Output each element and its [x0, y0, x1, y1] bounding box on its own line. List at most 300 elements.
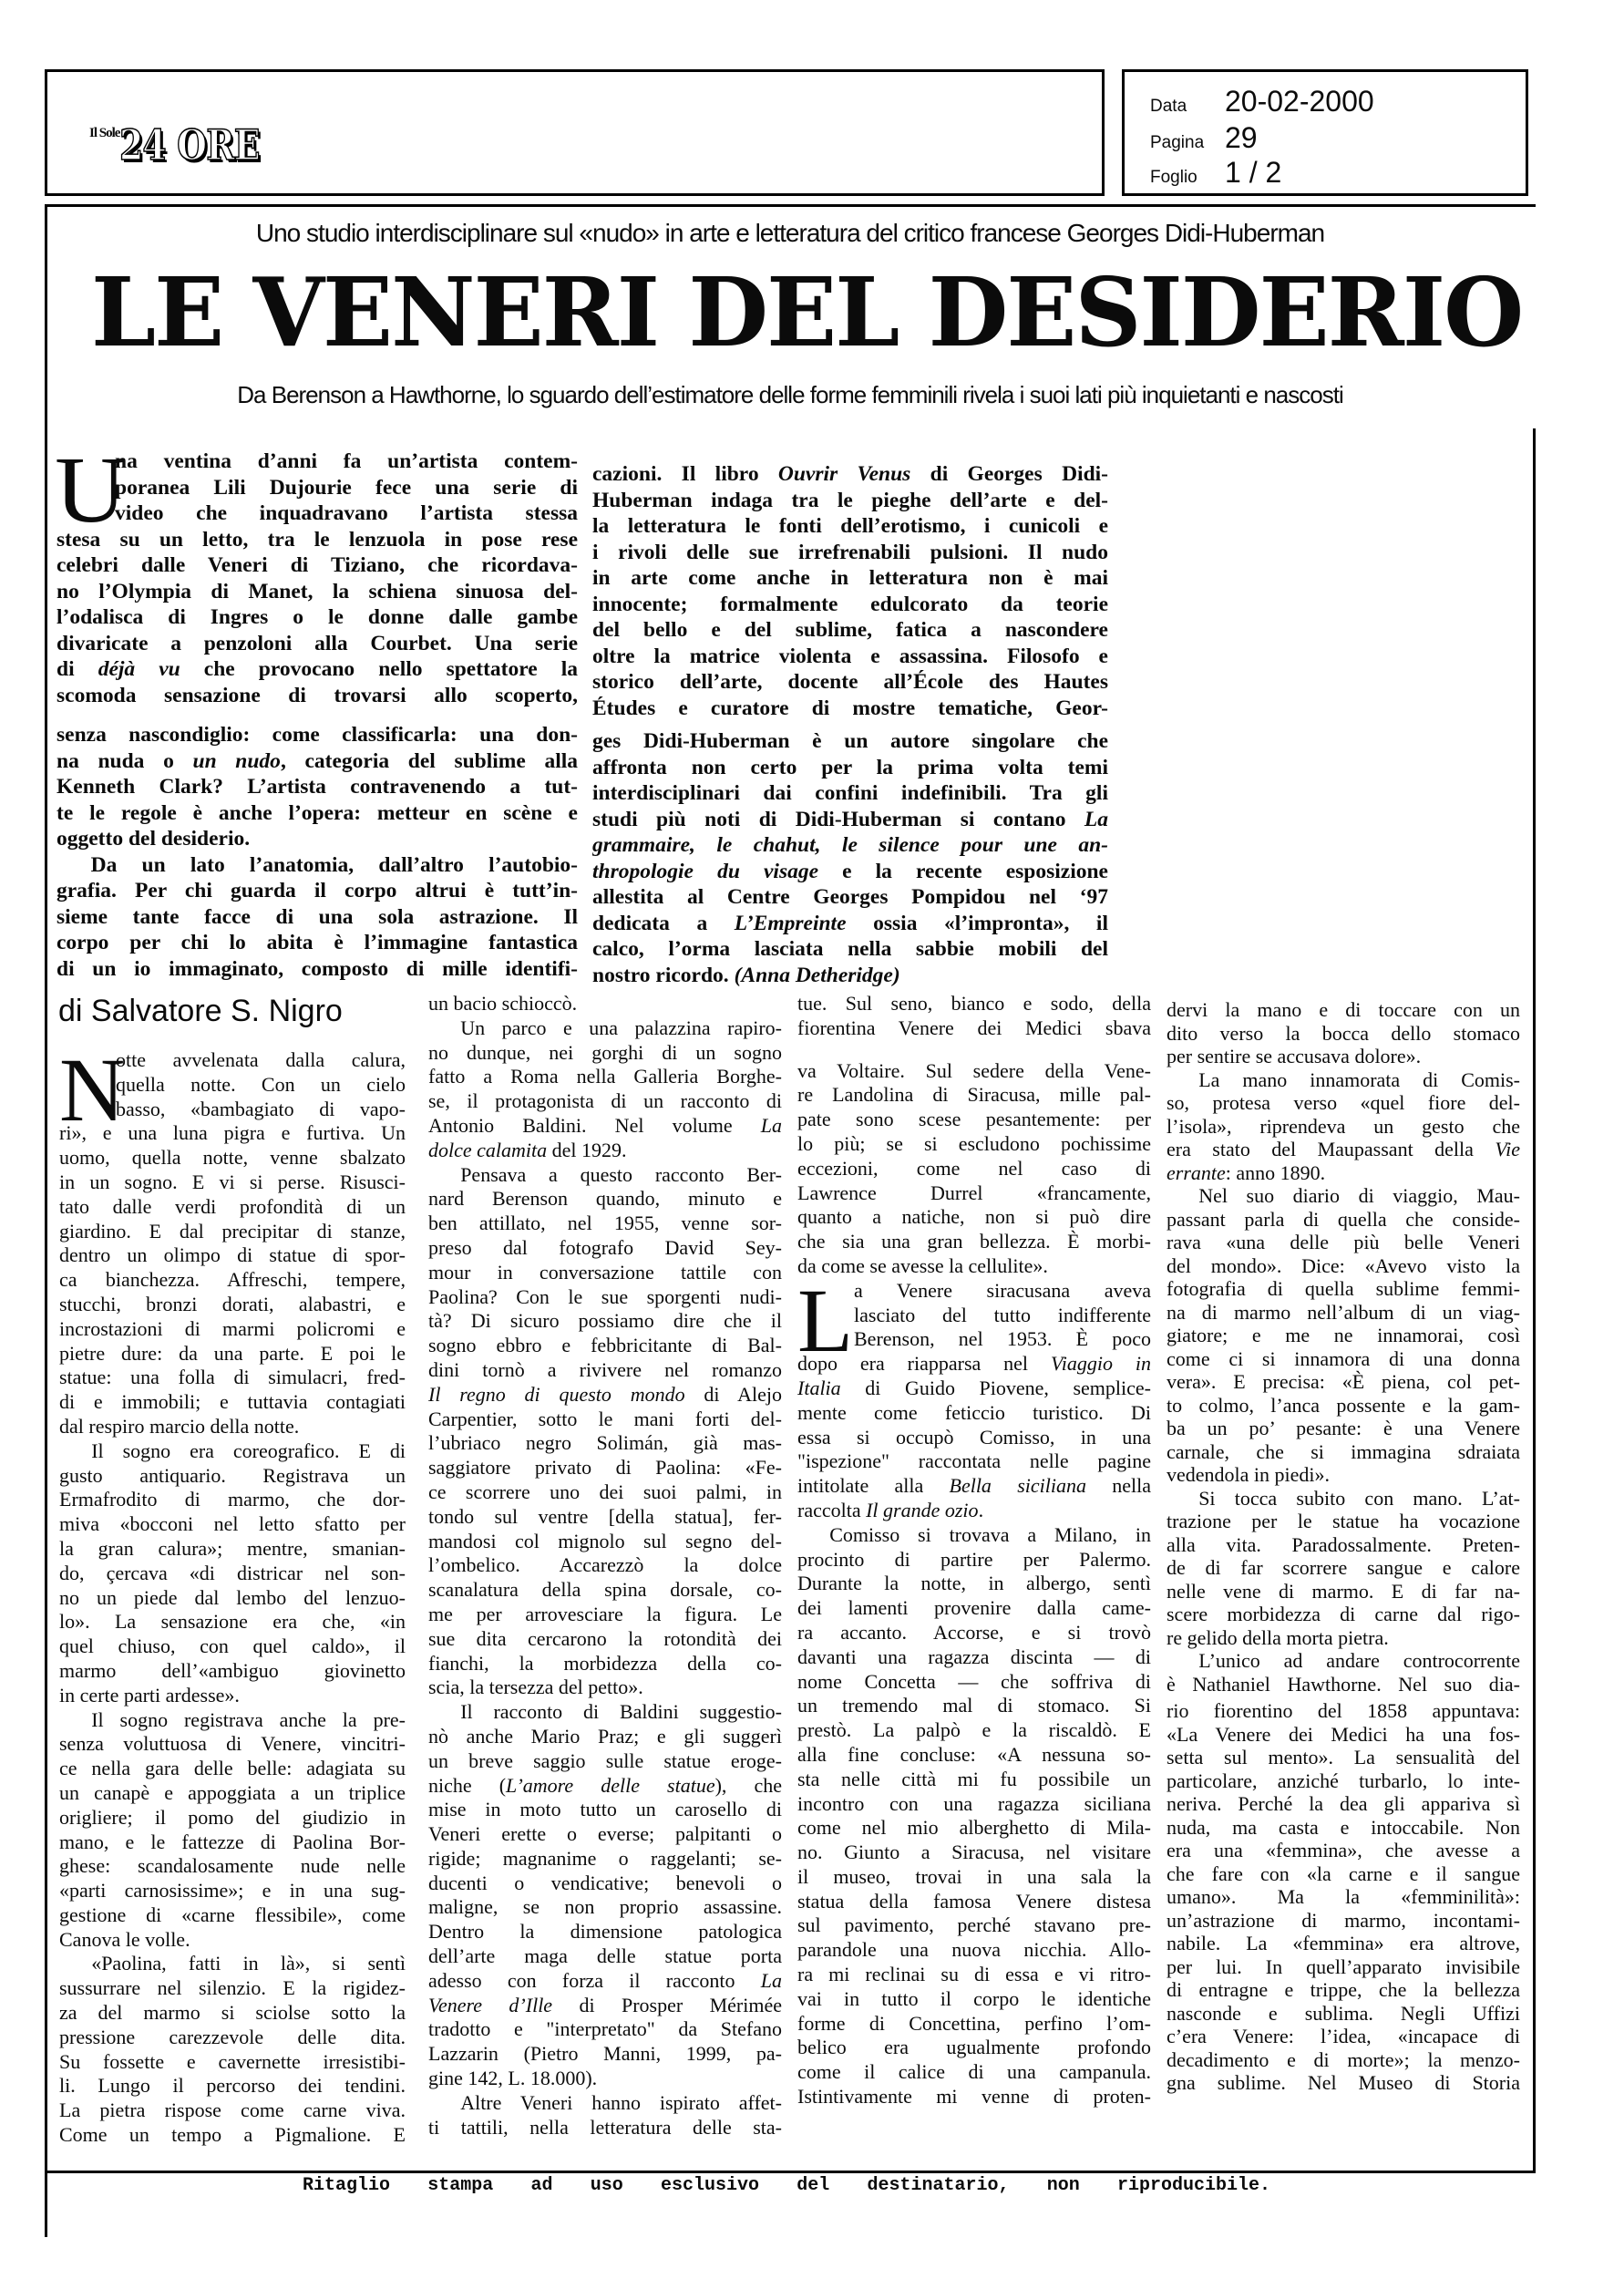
text-run: niche ( [428, 1773, 507, 1797]
text-line: Il racconto di Baldini suggestio- [460, 1700, 782, 1724]
text-line: na ventina d’anni fa un’artista contem- [115, 449, 578, 473]
text-run: ), che [714, 1773, 782, 1797]
text-line: innocente; formalmente edulcorato da teorie [592, 592, 1108, 616]
text-line: Lazzarin (Pietro Manni, 1999, pa- [428, 2042, 782, 2066]
text-line: basso, «bambagiato di vapo- [116, 1097, 406, 1120]
text-line: un tremendo mal di stomaco. Si [797, 1694, 1151, 1717]
text-run: , categoria del sublime alla [280, 748, 578, 773]
text-run: e la recente esposizione [818, 859, 1108, 883]
text-line: no l’Olympia di Manet, la schiena sinuosa del- [57, 579, 578, 603]
text-line: sussurrare nel silenzio. E la rigidez- [59, 1976, 406, 2000]
text-line: tue. Sul seno, bianco e sodo, della [797, 992, 1151, 1015]
text-line: per lui. In quell’apparato invisibile [1167, 1954, 1520, 1978]
text-run: adesso con forza il racconto [428, 1968, 761, 1992]
text-line: un bacio schioccò. [428, 992, 578, 1015]
italic-title: La [760, 1113, 782, 1137]
text-line [797, 1499, 1151, 1523]
text-run: nella [1085, 1474, 1151, 1498]
paragraph [55, 438, 578, 708]
text-line: mano, e le fattezze di Paolina Bor- [59, 1830, 406, 1853]
text-line: gine 142, L. 18.000). [428, 2067, 598, 2090]
column-segment [1167, 998, 1520, 1696]
text-line: alla fine concluse: «A nessuna so- [797, 1742, 1151, 1766]
text-line: umano». Ma la «femminilità»: [1167, 1885, 1520, 1908]
text-line: ducenti o vendicative; benevoli o [428, 1871, 782, 1894]
text-line: interdisciplinari dai confini indefinibili. Tra gli [592, 781, 1108, 805]
text-run: cazioni. Il libro [592, 462, 778, 486]
italic-title: Il grande ozio [866, 1498, 979, 1521]
paragraph [797, 1269, 1151, 1523]
text-line: quanto a natiche, non si può dire [797, 1205, 1151, 1229]
text-line: eccezioni, come nel caso di [797, 1156, 1151, 1180]
italic-title: L’amore delle statue [506, 1773, 715, 1797]
paragraph [57, 852, 578, 983]
lead-column-left [55, 438, 578, 982]
text-line: Lawrence Durrel «francamente, [797, 1181, 1151, 1204]
text-line [428, 1774, 782, 1799]
text-line: Nel suo diario di viaggio, Mau- [1198, 1184, 1520, 1207]
text-line: La mano innamorata di Comis- [1198, 1067, 1520, 1091]
text-run: che provocano nello spettatore la [180, 657, 578, 681]
text-line: fatto a Roma nella Galleria Borghe- [428, 1065, 782, 1088]
text-line: Come un tempo a Pigmalione. E [59, 2123, 406, 2147]
text-line: che fare con «la carne e il sangue [1167, 1861, 1520, 1885]
text-line: decadimento e di morte»; la menzo- [1167, 2047, 1520, 2071]
text-line [797, 1377, 1151, 1401]
text-line: scia, la tersezza del petto». [428, 1676, 643, 1699]
text-line: come ci si innamora di una donna [1167, 1346, 1520, 1370]
text-line: ri», e una luna pigra e furtiva. Un [59, 1121, 406, 1145]
text-line: nasconde e sublima. Negli Uffizi [1167, 2001, 1520, 2025]
text-line: nard Berenson quando, minuto e [428, 1187, 782, 1211]
text-line: dell’arte maga delle statue porta [428, 1944, 782, 1968]
column-segment [592, 728, 1108, 988]
text-line: saggiatore privato di Paolina: «Fe- [428, 1456, 782, 1480]
text-line: statue: una folla di simulacri, fred- [59, 1366, 406, 1389]
body-column-2 [428, 992, 782, 2140]
italic-title: dolce calamita [428, 1138, 548, 1161]
text-line: "ispezione" raccontata nelle pagine [797, 1449, 1151, 1473]
text-run: di [57, 657, 98, 681]
text-line: re Landolina di Siracusa, mille pal- [797, 1083, 1151, 1107]
frame-left-rule [45, 204, 47, 2237]
text-line: in un sogno. E vi si perse. Risusci- [59, 1170, 406, 1193]
meta-value: 29 [1225, 121, 1258, 154]
text-line: pietre dure: da una parte. E poi le [59, 1341, 406, 1365]
text-line: «La Venere dei Medici ha una fos- [1167, 1722, 1520, 1746]
text-line: gestione di «carne flessibile», come [59, 1903, 406, 1926]
newspaper-logo [89, 120, 291, 170]
text-line: dini tornò a rivivere nel romanzo [428, 1357, 782, 1381]
text-line: dentro un olimpo di statue di spor- [59, 1243, 406, 1267]
text-line: Kenneth Clark? L’artista contravenendo a tut- [57, 775, 578, 799]
paragraph [428, 1016, 782, 1163]
text-line: do, çercava «di districar nel son- [59, 1561, 406, 1584]
text-line: pressione carezzevole delle dita. [59, 2025, 406, 2048]
text-line: è Nathaniel Hawthorne. Nel suo dia- [1167, 1672, 1520, 1696]
text-line [592, 911, 1108, 937]
text-line: Ermafrodito di marmo, che dor- [59, 1488, 406, 1511]
text-line: Berenson, nel 1953. È poco [854, 1327, 1151, 1351]
text-line: un breve saggio sulle statue eroge- [428, 1748, 782, 1772]
text-line: no dunque, nei gorghi di un sogno [428, 1040, 782, 1064]
paragraph [797, 992, 1151, 1041]
frame-top-rule [45, 204, 1536, 207]
text-line: che sia una gran bellezza. È morbi- [797, 1230, 1151, 1253]
italic-title: thropologie du visage [592, 859, 819, 883]
body-column-1 [59, 1039, 406, 2148]
text-line: ra mi reclinai su di essa e vi ritro- [797, 1963, 1151, 1986]
text-line: statua della famosa Venere distesa [797, 1889, 1151, 1913]
text-line: video che inquadravano l’artista stessa [115, 501, 578, 525]
text-line: Dentro la dimensione patologica [428, 1920, 782, 1944]
text-line: divaricate a penzoloni alla Courbet. Una serie [57, 631, 578, 655]
text-line: parandole una nuova nicchia. Allo- [797, 1938, 1151, 1962]
text-line: passant parla di quella che conside- [1167, 1207, 1520, 1231]
body-column-3 [797, 992, 1151, 2109]
text-line [428, 1383, 782, 1408]
text-line: nome Concetta — che soffriva di [797, 1669, 1151, 1693]
text-run: nostro ricordo. [592, 963, 735, 987]
logo-small-text: Il Sole [89, 126, 120, 140]
text-line: il museo, trovai in una sala la [797, 1864, 1151, 1888]
text-line: vai in tutto il corpo le identiche [797, 1986, 1151, 2010]
text-line: ce scorrere uno dei suoi palmi, in [428, 1480, 782, 1503]
article-kicker: Uno studio interdisciplinare sul «nudo» in arte e letteratura del critico francese Georges Didi-Huberman [255, 219, 1325, 247]
text-line: no. Giunto a Siracusa, nel visitare [797, 1841, 1151, 1864]
text-line: Il sogno era coreografico. E di [91, 1439, 406, 1462]
italic-title: errante [1167, 1160, 1226, 1184]
text-run: di Guido Piovene, semplice- [840, 1376, 1151, 1399]
text-line: neriva. Perché la dea gli appariva sì [1167, 1792, 1520, 1815]
italic-title: Il regno di questo mondo [428, 1382, 685, 1406]
italic-title: Bella siciliana [949, 1474, 1086, 1498]
clipping-disclaimer: Ritaglio stampa ad uso esclusivo del destinatario, non riproducibile. [303, 2175, 1270, 2196]
column-segment [592, 461, 1108, 721]
text-line: storico dell’arte, docente all’École des Hautes [592, 670, 1108, 694]
text-line: ca bianchezza. Affreschi, tempere, [59, 1268, 406, 1292]
text-line [592, 807, 1108, 833]
text-line: carnale, che si immagina sdraiata [1167, 1439, 1520, 1463]
text-line: tato dalle verdi profondità di un [59, 1194, 406, 1218]
text-run: : anno 1890. [1225, 1160, 1326, 1184]
text-line: gna sublime. Nel Museo di Storia [1167, 2071, 1520, 2094]
text-line [57, 656, 578, 683]
text-line: Da un lato l’anatomia, dall’altro l’autobio- [90, 852, 578, 877]
text-line: dei lamenti provenire dalla came- [797, 1596, 1151, 1620]
paragraph [59, 1708, 406, 1953]
text-line: Veneri erette o everse; palpitanti o [428, 1822, 782, 1846]
text-line: essa si occupò Comisso, in una [797, 1425, 1151, 1449]
paragraph [592, 728, 1108, 988]
text-line: no un piede dal lembo del lenzuo- [59, 1585, 406, 1609]
column-segment [797, 992, 1151, 1041]
meta-value: 1 / 2 [1225, 156, 1282, 189]
paragraph [797, 1059, 1151, 1279]
column-segment [55, 438, 578, 708]
text-line: otte avvelenata dalla calura, [116, 1048, 406, 1071]
text-line: Si tocca subito con mano. L’at- [1198, 1486, 1520, 1510]
paragraph [1167, 1068, 1520, 1185]
text-line: un canapè e appoggiata a un triplice [59, 1780, 406, 1804]
text-line: de di far scorrere sangue e calore [1167, 1556, 1520, 1579]
text-line: la letteratura le fonti dell’erotismo, i cunicoli e [592, 514, 1108, 538]
text-line: l’isola», riprendeva un gesto che [1167, 1114, 1520, 1138]
text-line: lo». La sensazione era che, «in [59, 1610, 406, 1634]
text-line: senza nascondiglio: come classificarla: una don- [57, 723, 578, 747]
italic-title: Venere d’Ille [428, 1993, 553, 2016]
drop-cap: N [59, 1039, 126, 1140]
text-line: sue dita cercarono la rotondità dei [428, 1626, 782, 1650]
text-line: preso dal fotografo David Sey- [428, 1235, 782, 1259]
paragraph [59, 1952, 406, 2147]
text-line: Un parco e una palazzina rapiro- [460, 1016, 782, 1039]
text-line: pate sono scese pesantemente: per [797, 1108, 1151, 1131]
paragraph [57, 722, 578, 852]
text-line: oltre la matrice violenta e assassina. Filosofo e [592, 644, 1108, 668]
text-line: na di marmo nell’album di un viag- [1167, 1300, 1520, 1324]
text-line: vera». E precisa: «È piena, col pet- [1167, 1370, 1520, 1393]
text-line: rigide; magnanime o raggelanti; se- [428, 1846, 782, 1870]
text-line: nò anche Mario Praz; e gli suggerì [428, 1724, 782, 1748]
text-line: scomoda sensazione di trovarsi allo scoperto, [57, 683, 578, 707]
text-line: tondo sul ventre [della statua], fer- [428, 1504, 782, 1528]
text-line: poranea Lili Dujourie fece una serie di [115, 475, 578, 500]
text-line: rio fiorentino del 1858 appuntava: [1167, 1699, 1520, 1722]
text-run: na nuda o [57, 748, 193, 773]
text-run: del 1929. [547, 1138, 627, 1161]
text-line: scanalatura della spina dorsale, co- [428, 1578, 782, 1602]
lead-column-right [592, 461, 1108, 988]
logo-big-text: 24 ORE [119, 120, 261, 170]
text-line: nuda, ma casta e intoccabile. Non [1167, 1815, 1520, 1839]
text-line: era una «femmina», che avesse a [1167, 1839, 1520, 1861]
text-line: quel chiuso, con quel caldo», il [59, 1634, 406, 1658]
text-line: l’ombelico. Accarezzò la dolce [428, 1553, 782, 1577]
text-line: stucchi, bronzi dorati, alabastri, e [59, 1292, 406, 1315]
italic-title: La [1084, 807, 1108, 831]
text-line [592, 832, 1108, 859]
italic-title: Viaggio in [1050, 1352, 1151, 1376]
drop-cap: L [797, 1269, 854, 1371]
text-line: belico era ugualmente profondo [797, 2036, 1151, 2059]
text-line: re gelido della morta pietra. [1167, 1625, 1389, 1649]
text-line: maligne, se non proprio assassine. [428, 1895, 782, 1919]
text-line: un’astrazione di marmo, incontami- [1167, 1908, 1520, 1932]
text-line: oggetto del desiderio. [57, 827, 251, 851]
text-line [1167, 1161, 1520, 1185]
text-line: Pensava a questo racconto Ber- [460, 1162, 782, 1186]
text-line: uomo, quella notte, venne sbalzato [59, 1146, 406, 1170]
column-segment [59, 1039, 406, 2148]
text-line: ghese: scandalosamente nude nelle [59, 1854, 406, 1878]
text-line: fiorentina Venere dei Medici sbava [797, 1016, 1151, 1039]
text-line: origliere; il pomo del giudizio in [59, 1805, 406, 1829]
text-line: per sentire se accusava dolore». [1167, 1045, 1422, 1067]
text-line: davanti una ragazza discinta — di [797, 1645, 1151, 1668]
text-line: ce nella gara delle belle: adagiata su [59, 1757, 406, 1780]
text-line: va Voltaire. Sul sedere della Vene- [797, 1058, 1151, 1082]
text-line: del bello e del sublime, fatica a nascondere [592, 618, 1108, 642]
text-line: ra accanto. Accorse, e si trovò [797, 1620, 1151, 1644]
text-line: di un io immaginato, composto di mille identifi- [57, 956, 578, 981]
text-run: raccolta [797, 1498, 867, 1521]
text-line: ges Didi-Huberman è un autore singolare che [592, 729, 1108, 753]
text-line [592, 859, 1108, 885]
text-line: setta sul mento». La sensualità del [1167, 1746, 1520, 1769]
text-line: dervi la mano e di toccare con un [1167, 998, 1520, 1021]
text-line: fianchi, la morbidezza della co- [428, 1651, 782, 1675]
italic-title: L’Empreinte [734, 911, 847, 935]
column-segment [1167, 1699, 1520, 2095]
paragraph [1167, 1487, 1520, 1650]
paragraph [1167, 1649, 1520, 1696]
text-line: me per arrovesciare la figura. Le [428, 1602, 782, 1625]
text-line: Carpentier, sotto le mani forti del- [428, 1407, 782, 1430]
text-line: Altre Veneri hanno ispirato affet- [460, 2090, 782, 2114]
text-line: te le regole è anche l’opera: metteur en scène e [57, 800, 578, 825]
text-line [57, 748, 578, 775]
byline: di Salvatore S. Nigro [58, 994, 343, 1028]
text-line: prestò. La palpò e la riscaldò. E [797, 1718, 1151, 1742]
text-line: c’era Venere: l’idea, «incapace di [1167, 2025, 1520, 2047]
text-line: rava «una delle più belle Veneri [1167, 1231, 1520, 1253]
text-line: allestita al Centre Georges Pompidou nel ‘97 [592, 885, 1108, 909]
headline-wrap [91, 256, 1523, 368]
text-line: Il sogno registrava anche la pre- [91, 1707, 406, 1731]
text-line: «parti carnosissime»; e in una sug- [59, 1879, 406, 1903]
text-line: Istintivamente mi venne di proten- [797, 2085, 1151, 2109]
meta-page [1150, 121, 1258, 155]
text-line: mandosi col mignolo sul segno del- [428, 1529, 782, 1552]
text-line: vedendola in piedi». [1167, 1463, 1331, 1486]
text-line: particolare, anziché turbarlo, lo inte- [1167, 1769, 1520, 1792]
paragraph [1167, 998, 1520, 1068]
drop-cap: U [55, 438, 127, 542]
text-line: «Paolina, fatti in là», si sentì [91, 1952, 406, 1975]
text-line [428, 1969, 782, 1994]
paragraph [428, 1700, 782, 2091]
meta-date [1150, 85, 1374, 119]
text-line: l’odalisca di Ingres o le donne dalle gambe [57, 605, 578, 629]
text-line: marmo dell’«ambiguo giovinetto [59, 1658, 406, 1682]
text-line: mour in conversazione tattile con [428, 1260, 782, 1284]
paragraph [1167, 1184, 1520, 1487]
text-line: da come se avesse la cellulite». [797, 1253, 1048, 1277]
text-run: intitolate alla [797, 1474, 950, 1498]
text-line: di e immobili; e tuttavia contagiati [59, 1390, 406, 1414]
italic-title: La [760, 1968, 782, 1992]
text-line [1167, 1138, 1520, 1161]
text-line: Canova le volle. [59, 1927, 190, 1951]
meta-label: Pagina [1150, 133, 1205, 152]
text-line: celebri dalle Veneri di Tiziano, che ricordava- [57, 553, 578, 577]
paragraph [592, 461, 1108, 721]
paragraph [59, 1439, 406, 1708]
body-column-4 [1167, 998, 1520, 2095]
text-line: procinto di partire per Palermo. [797, 1547, 1151, 1571]
text-line [592, 461, 1108, 488]
text-run: di Georges Didi- [910, 462, 1108, 486]
text-line: L’unico ad andare controcorrente [1198, 1649, 1520, 1672]
meta-label: Data [1150, 97, 1187, 116]
text-line: miva «bocconi nel letto sfatto per [59, 1512, 406, 1536]
text-line: Durante la notte, in albergo, sentì [797, 1572, 1151, 1595]
column-segment [428, 992, 782, 2140]
meta-value: 20-02-2000 [1225, 85, 1374, 118]
text-line: nabile. La «femmina» era altrove, [1167, 1932, 1520, 1954]
paragraph [1167, 1699, 1520, 2095]
meta-sheet [1150, 156, 1281, 190]
text-line: ba un po’ pesante: è una Venere [1167, 1417, 1520, 1439]
text-line [592, 963, 1108, 989]
paragraph [797, 1523, 1151, 2109]
italic-title: un nudo [192, 748, 281, 773]
text-line: mise in moto tutto un carosello di [428, 1798, 782, 1821]
text-line: dal respiro marcio della notte. [59, 1414, 300, 1438]
paragraph [428, 2091, 782, 2140]
text-run: di Prosper Mérimée [552, 1993, 782, 2016]
text-line: Comisso si trovava a Milano, in [829, 1522, 1151, 1546]
text-run: Antonio Baldini. Nel volume [428, 1113, 761, 1137]
text-line: incrostazioni di marmi policromi e [59, 1316, 406, 1340]
text-line: mente come feticcio turistico. Di [797, 1400, 1151, 1424]
text-line: in certe parti ardesse». [59, 1683, 240, 1707]
text-line: calco, l’orma lasciata nella sabbie mobili del [592, 937, 1108, 961]
text-line [428, 1994, 782, 2018]
text-line: giardino. E dal precipitar di stanze, [59, 1219, 406, 1243]
text-line: ti tattili, nella letteratura delle sta- [428, 2115, 782, 2139]
text-line: nelle vene di marmo. E di far na- [1167, 1579, 1520, 1603]
text-run: dopo era riapparsa nel [797, 1352, 1051, 1376]
text-line: trazione per le statue ha vocazione [1167, 1510, 1520, 1532]
text-line: se, il protagonista di un racconto di [428, 1089, 782, 1113]
text-line: sieme tante facce di una sola astrazione. Il [57, 904, 578, 929]
text-line: affronta non certo per la prima volta temi [592, 755, 1108, 779]
text-line: sta nelle città mi fu possibile un [797, 1767, 1151, 1790]
text-line: stesa su un letto, tra le lenzuola in pose rese [57, 527, 578, 552]
column-segment [797, 1059, 1151, 2109]
paragraph [59, 1039, 406, 1439]
text-line: senza voluttuosa di Venere, vincitri- [59, 1732, 406, 1756]
text-line: li. Lungo il percorso dei tendini. [59, 2074, 406, 2098]
text-line: Su fossette e cavernette irresistibi- [59, 2049, 406, 2073]
text-line: la gran calura»; mentre, smanian- [59, 1536, 406, 1560]
text-line: sul pavimento, perché stavano pre- [797, 1913, 1151, 1937]
paragraph [428, 1163, 782, 1701]
text-line: del mondo». Dice: «Avevo visto la [1167, 1253, 1520, 1277]
text-line: La pietra rispose come carne viva. [59, 2099, 406, 2122]
text-line: tà? Di sicuro possiamo dire che il [428, 1309, 782, 1333]
article-deck: Da Berenson a Hawthorne, lo sguardo dell’estimatore delle forme femminili rivela i suoi lati più inquietanti e nascosti [237, 381, 1343, 408]
text-line: so, protesa verso «quel fiore del- [1167, 1091, 1520, 1114]
text-line: i rivoli delle sue irrefrenabili pulsioni. Il nudo [592, 540, 1108, 564]
headline: LE VENERI DEL DESIDERIO [91, 256, 1523, 368]
text-line: za del marmo si sciolse sotto la [59, 2001, 406, 2025]
text-line: Paolina? Con le sue sporgenti nudi- [428, 1284, 782, 1308]
text-line: tradotto e "interpretato" da Stefano [428, 2017, 782, 2041]
text-line: lo più; se si escludono pochissime [797, 1131, 1151, 1155]
text-line: Études e curatore di mostre tematiche, Geor- [592, 696, 1108, 720]
text-line [428, 1139, 782, 1163]
text-line: di entragne e trippe, che la bellezza [1167, 1978, 1520, 2001]
text-run: . [978, 1498, 984, 1521]
italic-title: Vie [1495, 1138, 1520, 1160]
text-line [797, 1474, 1151, 1499]
text-line: scere morbidezza di carne dal rigo- [1167, 1603, 1520, 1625]
text-line: incontro con una ragazza siciliana [797, 1791, 1151, 1815]
paragraph [428, 992, 782, 1016]
